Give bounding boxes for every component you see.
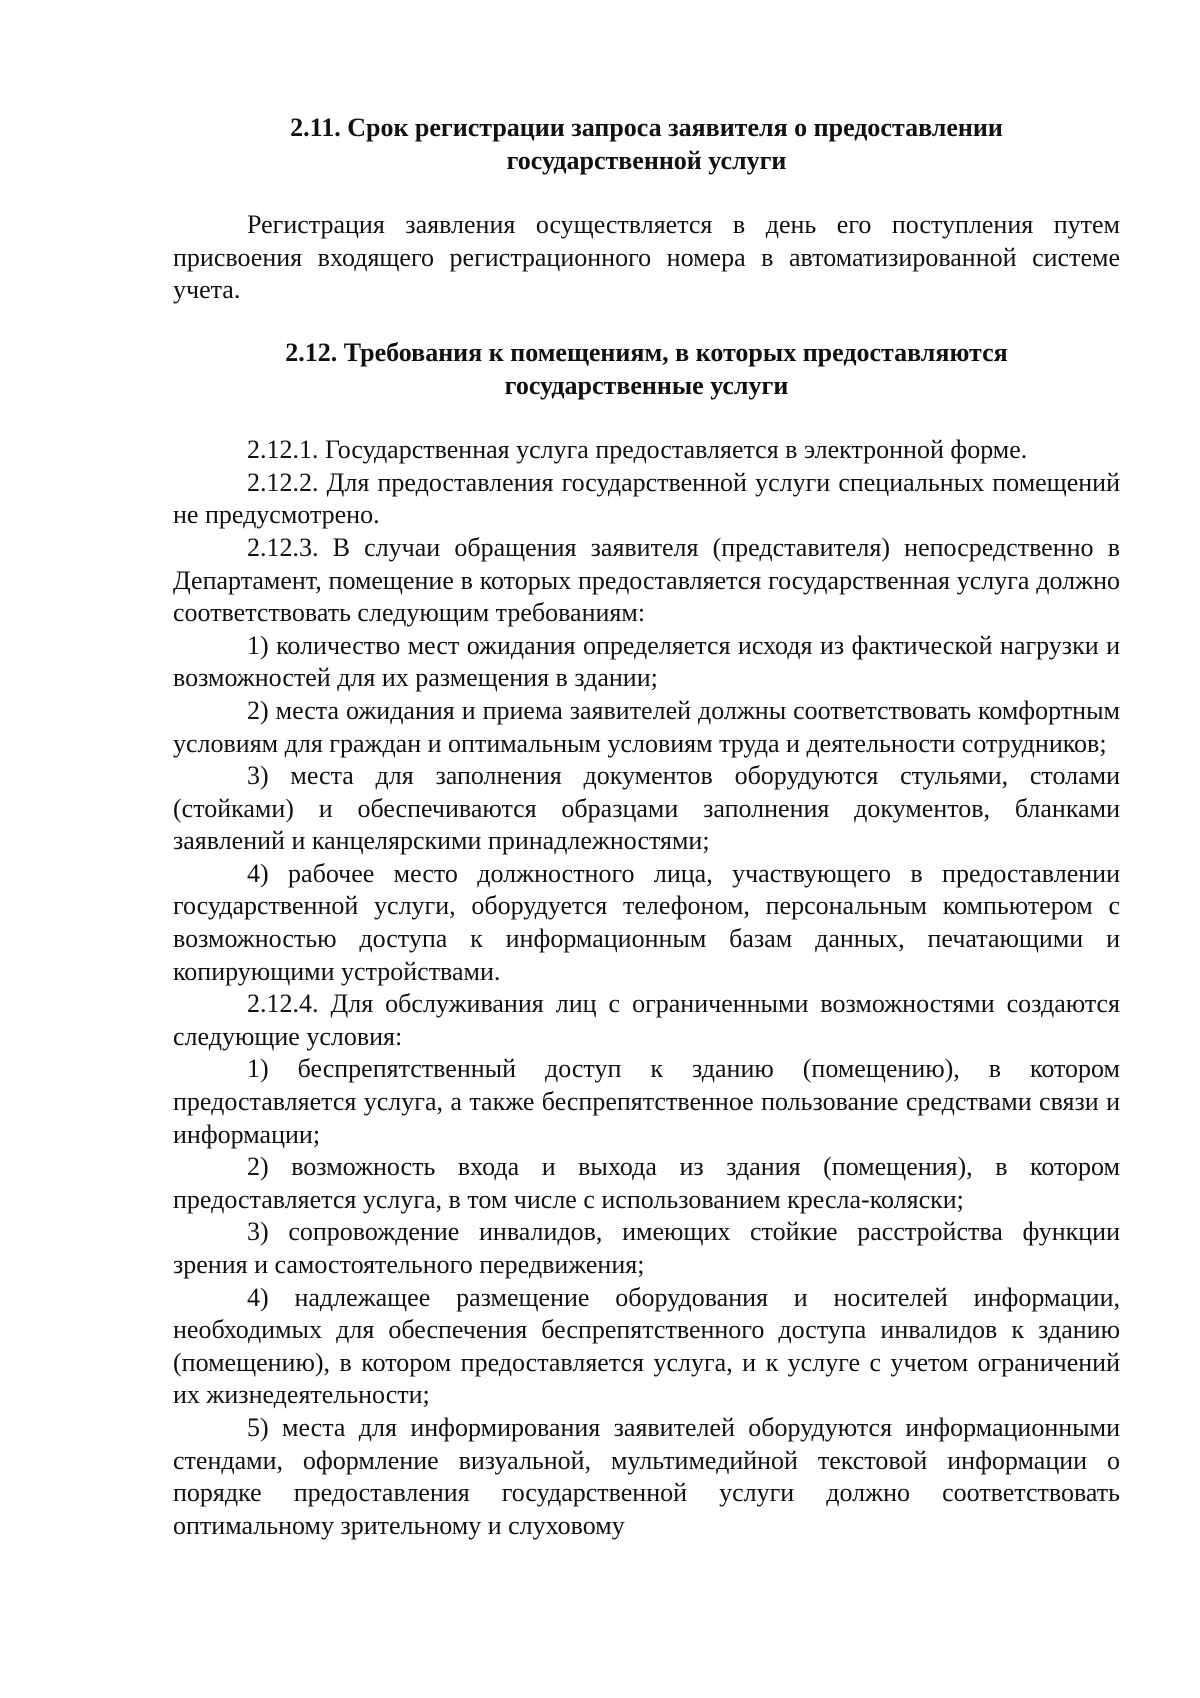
paragraph-2-12-1: 2.12.1. Государственная услуга предоставляется в электронной форме. <box>247 435 1028 465</box>
section-heading-2-11 <box>173 112 1120 177</box>
heading-line: 2.11. Срок регистрации запроса заявителя о предоставлении <box>290 113 1003 142</box>
heading-line: 2.12. Требования к помещениям, в которых предоставляются <box>285 337 1008 367</box>
paragraph-2-11: Регистрация заявления осуществляется в день его поступления путем присвоения входящего регистрационного номера в автоматизированной системе учета. <box>173 210 1120 305</box>
section-heading-2-12 <box>173 337 1120 402</box>
heading-line: государственные услуги <box>504 370 789 400</box>
list-item: 4) рабочее место должностного лица, участвующего в предоставлении государственной услуги, оборудуется телефоном, персональным компьютером с возможностью доступа к информационным базам данных, печатающими и копирующими устройствами. <box>173 858 1120 986</box>
list-item: 1) беспрепятственный доступ к зданию (помещению), в котором предоставляется услуга, а также беспрепятственное пользование средствами связи и информации; <box>173 1054 1120 1149</box>
heading-line: государственной услуги <box>506 145 787 175</box>
list-item: 2) возможность входа и выхода из здания (помещения), в котором предоставляется услуга, в том числе с использованием кресла-коляски; <box>173 1152 1120 1214</box>
paragraph-2-12-2: 2.12.2. Для предоставления государственной услуги специальных помещений не предусмотрено. <box>173 467 1120 530</box>
list-item: 3) сопровождение инвалидов, имеющих стойкие расстройства функции зрения и самостоятельного передвижения; <box>173 1217 1120 1279</box>
list-item: 4) надлежащее размещение оборудования и носителей информации, необходимых для обеспечения беспрепятственного доступа инвалидов к зданию (помещению), в котором предоставляется услуга, и к услуге с учетом ограничений их жизнедеятельности; <box>173 1282 1120 1410</box>
paragraph-2-12-3: 2.12.3. В случаи обращения заявителя (представителя) непосредственно в Департамент, помещение в которых предоставляется государственная услуга должно соответствовать следующим требованиям: <box>173 532 1120 628</box>
document-page <box>173 112 1120 1542</box>
list-item: 1) количество мест ожидания определяется исходя из фактической нагрузки и возможностей для их размещения в здании; <box>173 630 1120 693</box>
list-item: 5) места для информирования заявителей оборудуются информационными стендами, оформление визуальной, мультимедийной текстовой информации о порядке предоставления государственной услуги должно соответствовать оптимальному зрительному и слуховому <box>173 1412 1120 1540</box>
paragraph-2-12-4: 2.12.4. Для обслуживания лиц с ограниченными возможностями создаются следующие условия: <box>173 989 1120 1051</box>
list-item: 2) места ожидания и приема заявителей должны соответствовать комфортным условиям для граждан и оптимальным условиям труда и деятельности сотрудников; <box>173 695 1120 758</box>
list-item: 3) места для заполнения документов оборудуются стульями, столами (стойками) и обеспечиваются образцами заполнения документов, бланками заявлений и канцелярскими принадлежностями; <box>173 761 1120 856</box>
